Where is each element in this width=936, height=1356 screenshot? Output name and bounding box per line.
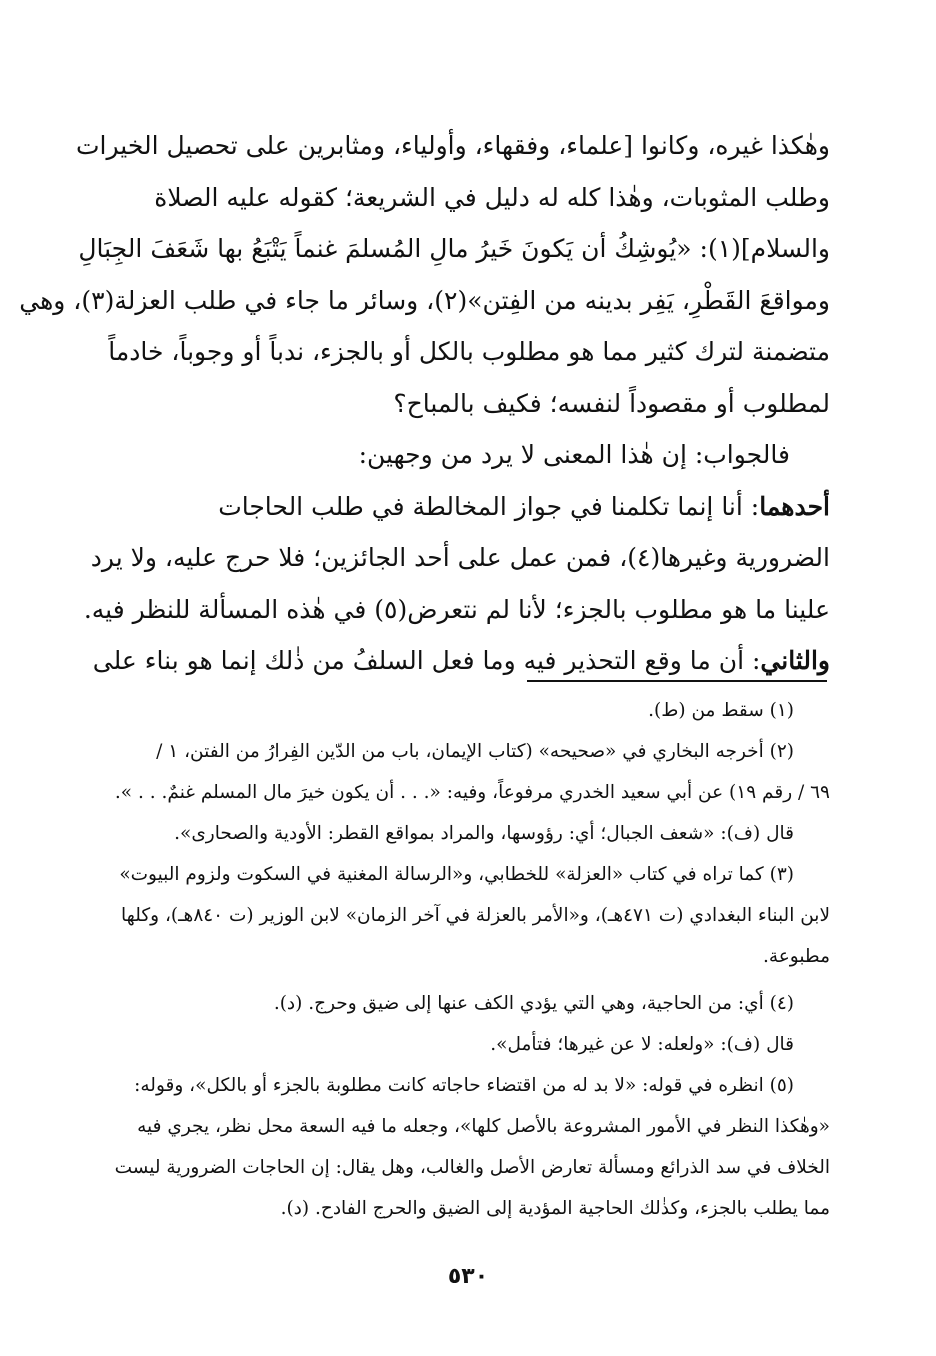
text-line: [100, 429, 830, 481]
footnote-line: (٥) انظره في قوله: «لا بد له من اقتضاء حاجاته كانت مطلوبة بالجزء أو بالكل»، وقوله:: [134, 1075, 794, 1096]
text-line: الضرورية وغيرها(٤)، فمن عمل على أحد الجائزين؛ فلا حرج عليه، ولا يرد: [90, 543, 830, 572]
text-line: وهٰكذا غيره، وكانوا [علماء، وفقهاء، وأولياء، ومثابرين على تحصيل الخيرات: [76, 131, 830, 160]
text-line: ومواقعَ القَطْرِ، يَفِر بدينه من الفِتن»(٢)، وسائر ما جاء في طلب العزلة(٣)، وهي: [19, 285, 830, 315]
text-line: متضمنة لترك كثير مما هو مطلوب بالكل أو بالجزء، ندباً أو وجوباً، خادماً: [108, 337, 830, 366]
answer-line: فالجواب: إن هٰذا المعنى لا يرد من وجهين:: [358, 440, 790, 469]
first-point-text: : أنا إنما تكلمنا في جواز المخالطة في طلب الحاجات: [218, 491, 760, 521]
footnote-line: مطبوعة.: [762, 946, 830, 967]
text-line: لمطلوب أو مقصوداً لنفسه؛ فكيف بالمباح؟: [393, 388, 830, 418]
footnote-line: ٦٩ / رقم ١٩) عن أبي سعيد الخدري مرفوعاً، وفيه: «. . . أن يكون خيرَ مال المسلم غنمٌ. . . ».: [114, 782, 830, 803]
footnote-line: مما يطلب بالجزء، وكذٰلك الحاجية المؤدية إلى الضيق والحرج الفادح. (د).: [280, 1198, 830, 1219]
text-line: وطلب المثوبات، وهٰذا كله له دليل في الشريعة؛ كقوله عليه الصلاة: [154, 182, 830, 212]
footnote-line: (٤) أي: من الحاجية، وهي التي يؤدي الكف عنها إلى ضيق وحرج. (د).: [273, 993, 794, 1014]
footnote-separator: [527, 680, 827, 682]
page-number: ٥٣٠: [447, 1264, 489, 1289]
text-line: علينا ما هو مطلوب بالجزء؛ لأنا لم نتعرض(٥) في هٰذه المسألة للنظر فيه.: [83, 594, 830, 624]
second-point-heading: والثاني: [760, 646, 830, 675]
footnote-line: «وهٰكذا النظر في الأمور المشروعة بالأصل كلها»، وجعله ما فيه السعة محل نظر، يجري فيه: [137, 1116, 830, 1137]
text-line: [100, 481, 830, 533]
footnote-line: قال (ف): «ولعله: لا عن غيرها؛ فتأمل».: [490, 1034, 794, 1055]
footnote-line: (٣) كما تراه في كتاب «العزلة» للخطابي، و«الرسالة المغنية في السكوت ولزوم البيوت»: [119, 864, 794, 885]
second-point-text: : أن ما وقع التحذير فيه وما فعل السلفُ من ذٰلك إنما هو بناء على: [92, 646, 761, 675]
first-point-heading: أحدهما: [759, 491, 830, 521]
main-text: [19, 120, 830, 687]
footnote-line: قال (ف): «شعف الجبال؛ أي: رؤوسها، والمراد بمواقع القطر: الأودية والصحارى».: [174, 823, 794, 844]
text-line: [92, 635, 830, 687]
footnote-line: الخلاف في سد الذرائع ومسألة تعارض الأصل والغالب، وهل يقال: إن الحاجات الضرورية ليست: [114, 1157, 830, 1178]
footnote-line: لابن البناء البغدادي (ت ٤٧١هـ)، و«الأمر بالعزلة في آخر الزمان» لابن الوزير (ت ٨٤٠هـ)، وكلها: [121, 905, 830, 926]
footnote-line: (٢) أخرجه البخاري في «صحيحه» (كتاب الإيمان، باب من الدّين الفِرارُ من الفتن، ١ /: [156, 741, 794, 762]
footnotes: [100, 690, 830, 1229]
footnote-line: (١) سقط من (ط).: [648, 700, 794, 721]
text-line: والسلام](١): «يُوشِكُ أن يَكونَ خَيرُ مالِ المُسلمَ غنماً يَتْبَعُ بها شَعَفَ الجِبَالِ: [78, 234, 830, 263]
